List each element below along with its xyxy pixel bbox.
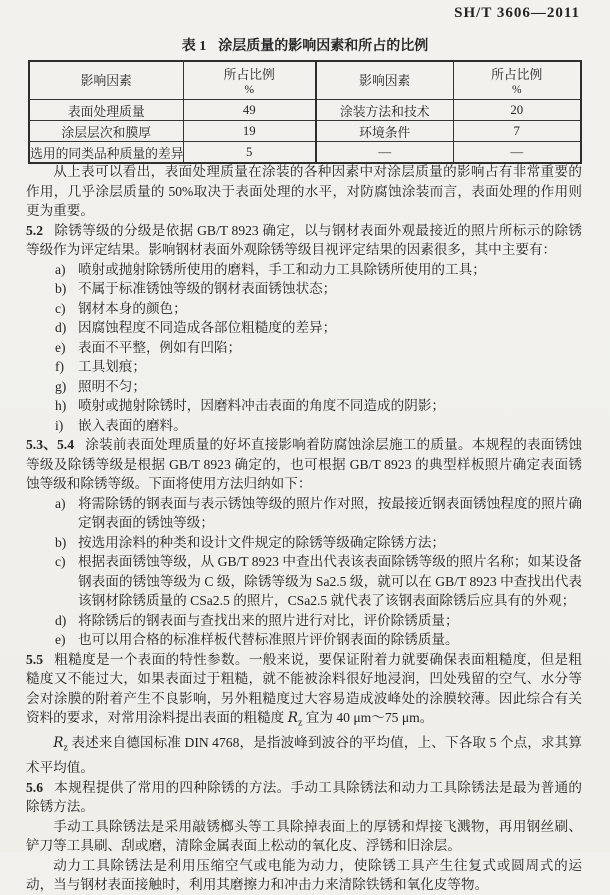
- clause-text: 本规程提供了常用的四种除锈的方法。手动工具除锈法和动力工具除锈法是最为普通的除锈方法。: [26, 779, 582, 815]
- paragraph-manual-tool: 手动工具除锈法是采用敲锈榔头等工具除掉表面上的厚锈和焊接飞溅物，再用钢丝刷、铲刀等工具刷、刮或磨，清除金属表面上松动的氧化皮、浮锈和旧涂层。: [26, 818, 582, 854]
- table-row: [29, 121, 581, 142]
- list-item-label: b): [55, 534, 67, 550]
- table-cell: 表面处理质量: [29, 100, 183, 121]
- list-item-label: c): [55, 554, 66, 569]
- table-cell: 涂装方法和技术: [316, 100, 453, 121]
- column-header-factor-left: 影响因素: [29, 61, 183, 100]
- factors-table: [28, 60, 582, 164]
- clause-text: 除锈等级的分级是依据 GB/T 8923 确定，以与钢材表面外观最接近的照片所标示的除锈等级作为评定结果。影响钢材表面外观除锈等级目视评定结果的因素很多，其中主要有：: [26, 222, 582, 257]
- list-item: [26, 357, 582, 377]
- roughness-symbol: $R_z$: [53, 735, 68, 754]
- table-cell: 环境条件: [316, 121, 453, 142]
- column-header-ratio-right: 所占比例 %: [453, 61, 581, 100]
- list-item: [26, 377, 582, 397]
- list-item: [26, 299, 582, 319]
- section-5-3-5-4: [26, 435, 582, 494]
- list-item-label: c): [55, 300, 66, 316]
- list-item-text: 将需除锈的钢表面与表示锈蚀等级的照片作对照，按最接近钢表面锈蚀程度的照片确定钢表面的锈蚀等级；: [78, 495, 582, 530]
- table-caption: [0, 35, 610, 55]
- clause-text: 涂装前表面处理质量的好坏直接影响着防腐蚀涂层施工的质量。本规程的表面锈蚀等级及除锈等级是根据 GB/T 8923 确定的，也可根据 GB/T 8923 的典型样板照片确定表面锈蚀等级和除锈等级。下面将使用方法归纳如下：: [26, 437, 583, 491]
- list-item: [26, 552, 582, 611]
- table-cell: 49: [183, 100, 316, 121]
- list-item: [26, 416, 582, 436]
- list-item-label: g): [55, 378, 67, 394]
- list-item-text: 因腐蚀程度不同造成各部位粗糙度的差异；: [78, 320, 337, 335]
- doc-number: SH/T 3606—2011: [454, 5, 580, 21]
- column-header-ratio-left: 所占比例 %: [183, 61, 316, 100]
- list-item-label: b): [55, 281, 67, 296]
- list-item-text: 根据表面锈蚀等级，从 GB/T 8923 中查出代表该表面除锈等级的照片名称；如某设备钢表面的锈蚀等级为 C 级，除锈等级为 Sa2.5 级，就可以在 GB/T 8923 中查找出代表该钢材除锈质量的 CSa2.5 的照片，CSa2.5 就代表了该钢表面除锈后应具有的外观；: [78, 554, 582, 608]
- list-item: [26, 318, 582, 338]
- list-item-label: e): [55, 339, 66, 355]
- list-item-text: 喷射或抛射除锈所使用的磨料，手工和动力工具除锈所使用的工具；: [78, 261, 486, 277]
- list-item-text: 钢材本身的颜色；: [78, 300, 187, 316]
- list-item-label: a): [55, 261, 66, 277]
- list-item-label: a): [55, 495, 66, 511]
- list-item-label: d): [55, 320, 67, 335]
- table-caption-title: 涂层质量的影响因素和所占的比例: [218, 39, 429, 54]
- list-5-3-5-4: [26, 494, 582, 650]
- paragraph-power-tool: 动力工具除锈法是利用压缩空气或电能为动力，使除锈工具产生往复式或圆周式的运动，当与钢材表面接触时，利用其磨擦力和冲击力来清除铁锈和氧化皮等物。: [26, 857, 582, 893]
- roughness-symbol: $R_z$: [287, 710, 303, 729]
- list-item-text: 表面不平整，例如有凹陷；: [78, 339, 242, 355]
- list-item: [26, 279, 582, 299]
- list-item-text: 嵌入表面的磨料。: [78, 417, 187, 433]
- list-item: [26, 338, 582, 358]
- section-5-2: [26, 221, 582, 260]
- list-5-2: [26, 260, 582, 436]
- table-cell: 20: [453, 100, 581, 121]
- table-cell: 涂层层次和膜厚: [29, 121, 183, 142]
- table-cell: —: [316, 142, 453, 164]
- section-5-5: [26, 650, 582, 734]
- clause-number: 5.6: [26, 779, 43, 795]
- table-header-row: [29, 61, 581, 100]
- clause-number: 5.2: [26, 222, 43, 238]
- table-cell: —: [453, 142, 581, 164]
- list-item-label: e): [55, 632, 66, 647]
- list-item-text: 也可以用合格的标准样板代替标准照片评价钢表面的除锈质量。: [78, 632, 459, 647]
- table-caption-prefix: 表 1: [181, 39, 207, 54]
- list-item-text: 工具划痕；: [78, 359, 146, 374]
- list-item: [26, 611, 582, 631]
- list-item-label: f): [55, 359, 65, 374]
- list-item-label: h): [55, 398, 67, 413]
- column-header-factor-right: 影响因素: [316, 61, 453, 100]
- clause-number: 5.3、5.4: [26, 437, 75, 452]
- list-item-label: d): [55, 612, 67, 628]
- list-item-text: 照明不匀；: [78, 378, 146, 394]
- table-cell: 选用的同类品种质量的差异: [29, 142, 183, 164]
- list-item-text: 不属于标准锈蚀等级的钢材表面锈蚀状态；: [78, 281, 337, 296]
- clause-text: 宜为 40 μm～75 μm。: [302, 710, 434, 725]
- body-text: [26, 162, 582, 895]
- list-item: [26, 494, 582, 533]
- table-cell: 7: [453, 121, 581, 142]
- table-row: [29, 100, 581, 121]
- list-item-text: 按选用涂料的种类和设计文件规定的除锈等级确定除锈方法；: [78, 534, 446, 550]
- list-item: [26, 260, 582, 280]
- section-5-6: [26, 778, 582, 817]
- note-text: 表述来自德国标准 DIN 4768，是指波峰到波谷的平均值，上、下各取 5 个点，求其算术平均值。: [26, 735, 582, 776]
- list-item-text: 喷射或抛射除锈时，因磨料冲击表面的角度不同造成的阴影；: [78, 398, 446, 413]
- table-cell: 19: [183, 121, 316, 142]
- list-item: [26, 396, 582, 416]
- table-row: [29, 142, 581, 164]
- list-item-label: i): [55, 417, 64, 433]
- list-item: [26, 630, 582, 650]
- paragraph-rz-note: [26, 733, 582, 778]
- list-item-text: 将除锈后的钢表面与查找出来的照片进行对比，评价除锈质量；: [78, 612, 459, 628]
- table-cell: 5: [183, 142, 316, 164]
- clause-text: 粗糙度是一个表面的特性参数。一般来说，要保证附着力就要确保表面粗糙度，但是粗糙度又不能过大，如果表面过于粗糙，就不能被涂料很好地浸润，凹处残留的空气、水分等会对涂膜的附着产生不良影响，另外粗糙度过大容易造成波峰处的涂膜较薄。因此综合有关资料的要求，对常用涂料提出表面的粗糙度: [26, 651, 582, 725]
- clause-number: 5.5: [26, 651, 43, 667]
- list-item: [26, 533, 582, 553]
- paragraph-intro: 从上表可以看出，表面处理质量在涂装的各种因素中对涂层质量的影响占有非常重要的作用，几乎涂层质量的 50%取决于表面处理的水平，对防腐蚀涂装而言，表面处理的作用则更为重要。: [26, 164, 582, 218]
